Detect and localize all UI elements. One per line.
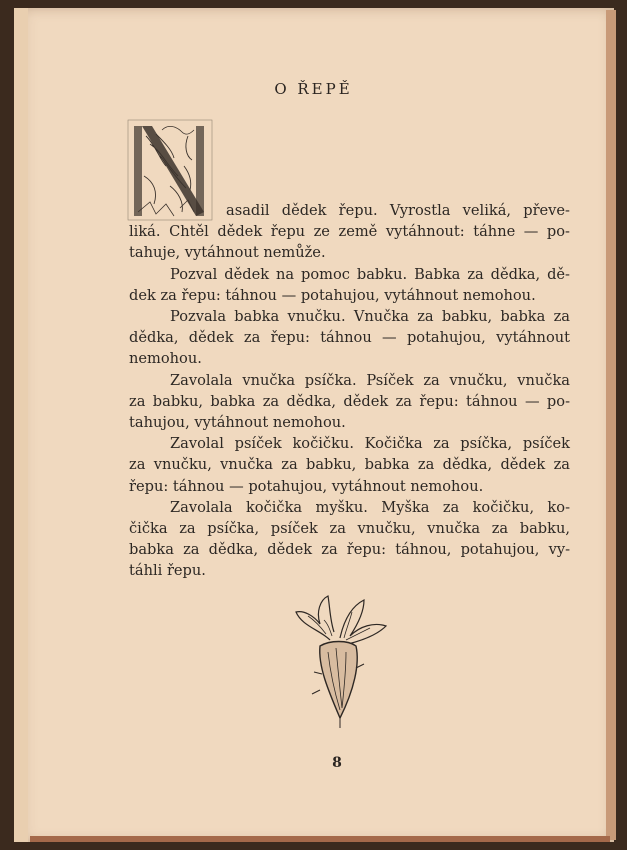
- text-line: táhli řepu.: [129, 562, 206, 580]
- text-line: Zavolal psíček kočičku. Kočička za psíčka, psíček: [170, 435, 570, 453]
- text-line: dědka, dědek za řepu: táhnou — potahujou, vytáhnout: [129, 329, 570, 347]
- text-line: za vnučku, vnučka za babku, babka za dědka, dědek za: [129, 456, 570, 474]
- text-line: liká. Chtěl dědek řepu ze země vytáhnout: táhne — po-: [129, 223, 570, 241]
- text-line: Pozvala babka vnučku. Vnučka za babku, babka za: [170, 308, 570, 326]
- text-line: asadil dědek řepu. Vyrostla veliká, převe-: [226, 202, 570, 219]
- text-line: tahujou, vytáhnout nemohou.: [129, 414, 346, 432]
- page-number: 8: [332, 755, 342, 771]
- story-text: [129, 200, 570, 582]
- page-right-edge: [606, 10, 616, 840]
- text-line: babka za dědka, dědek za řepu: táhnou, potahujou, vy-: [129, 541, 570, 559]
- text-line: Pozval dědek na pomoc babku. Babka za dědka, dě-: [170, 265, 570, 283]
- text-line: Zavolala kočička myšku. Myška za kočičku, ko-: [170, 498, 570, 516]
- text-line: za babku, babka za dědka, dědek za řepu: táhnou — po-: [129, 392, 570, 410]
- page-title: O ŘEPĚ: [274, 80, 353, 98]
- page-bottom-edge: [30, 836, 610, 842]
- text-line: nemohou.: [129, 350, 202, 368]
- page-left-edge: [14, 8, 28, 842]
- text-line: tahuje, vytáhnout nemůže.: [129, 244, 326, 262]
- text-line: čička za psíčka, psíček za vnučku, vnučka za babku,: [129, 520, 570, 538]
- beet-illustration: [290, 590, 390, 730]
- text-line: dek za řepu: táhnou — potahujou, vytáhnout nemohou.: [129, 286, 536, 304]
- text-line: Zavolala vnučka psíčka. Psíček za vnučku, vnučka: [170, 371, 570, 389]
- text-line: řepu: táhnou — potahujou, vytáhnout nemohou.: [129, 477, 484, 495]
